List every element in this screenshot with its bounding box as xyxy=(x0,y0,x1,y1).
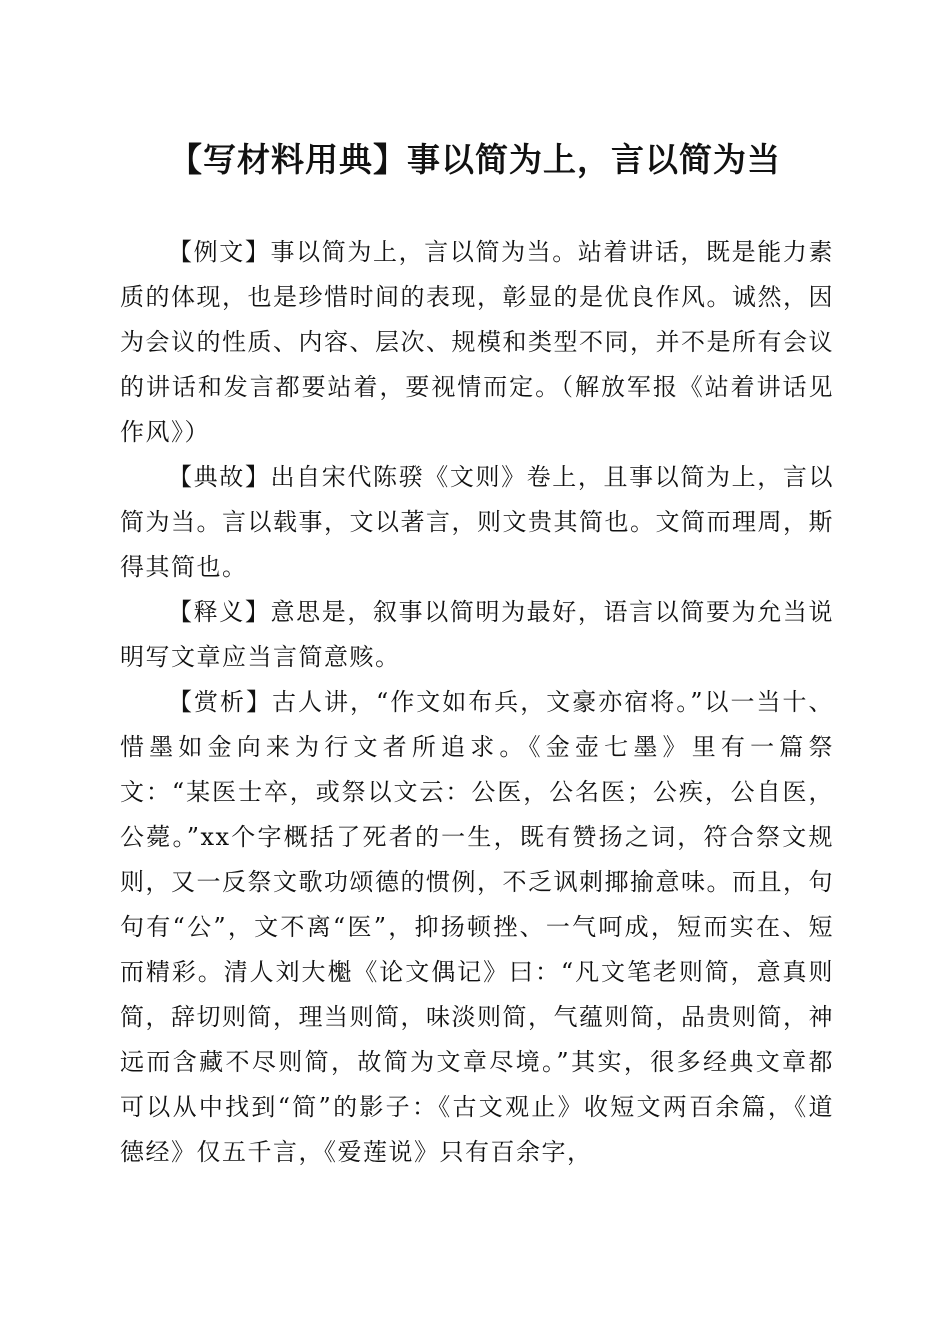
paragraph-text: 事以简为上，言以简为当。站着讲话，既是能力素质的体现，也是珍惜时间的表现，彰显的是优良作风。诚然，因为会议的性质、内容、层次、规模和类型不同，并不是所有会议的讲话和发言都要站着，要视情而定。（解放军报《站着讲话见作风》） xyxy=(120,238,835,446)
document-body xyxy=(120,230,834,1175)
paragraph-tag: 【释义】 xyxy=(168,598,271,626)
paragraph-tag: 【例文】 xyxy=(168,238,271,266)
paragraph-text: 意思是，叙事以简明为最好，语言以简要为允当说明写文章应当言简意赅。 xyxy=(120,598,835,671)
paragraph-text: 古人讲，“作文如布兵，文豪亦宿将。”以一当十、惜墨如金向来为行文者所追求。《金壶七墨》里有一篇祭文：“某医士卒，或祭以文云：公医，公名医；公疾，公自医，公薨。”xx个字概括了死者的一生，既有赞扬之词，符合祭文规则，又一反祭文歌功颂德的惯例，不乏讽刺揶揄意味。而且，句句有“公”，文不离“医”，抑扬顿挫、一气呵成，短而实在、短而精彩。清人刘大櫆《论文偶记》曰：“凡文笔老则简，意真则简，辞切则简，理当则简，味淡则简，气蕴则简，品贵则简，神远而含藏不尽则简，故简为文章尽境。”其实，很多经典文章都可以从中找到“简”的影子：《古文观止》收短文两百余篇，《道德经》仅五千言，《爱莲说》只有百余字， xyxy=(120,688,834,1166)
document-title: 【写材料用典】事以简为上，言以简为当 xyxy=(169,140,781,179)
paragraph-meaning xyxy=(120,590,834,680)
paragraph-allusion xyxy=(120,455,834,590)
paragraph-example xyxy=(120,230,834,455)
paragraph-tag: 【典故】 xyxy=(168,463,271,491)
paragraph-text: 出自宋代陈骙《文则》卷上，且事以简为上，言以简为当。言以载事，文以著言，则文贵其简也。文简而理周，斯得其简也。 xyxy=(120,463,835,581)
paragraph-appreciation xyxy=(120,680,834,1175)
paragraph-tag: 【赏析】 xyxy=(168,688,272,716)
